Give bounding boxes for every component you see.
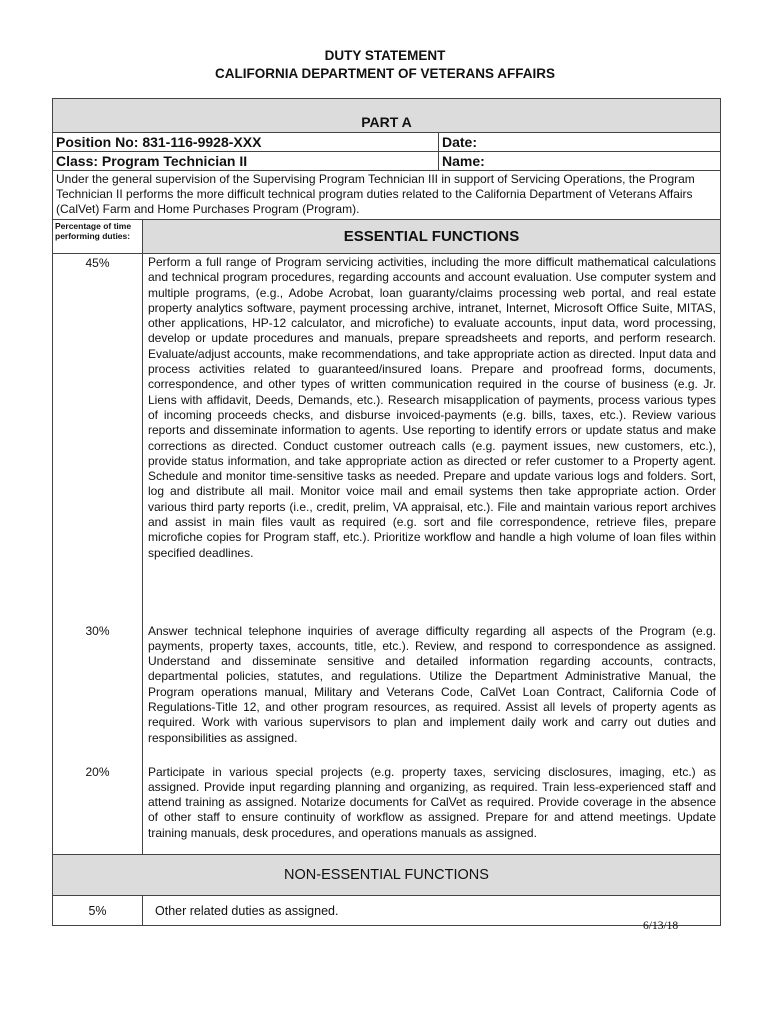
essential-functions-heading: ESSENTIAL FUNCTIONS: [143, 220, 721, 254]
duty-description: Answer technical telephone inquiries of average difficulty regarding all aspects of the Program (e.g. payments, property taxes, accounts, title, etc.). Review, and respond to correspondence as assigned. Understand and disseminate sensitive and detailed information regarding accounts, contracts, departmental policies, statutes, and regulations. Utilize the Department Administrative Manual, the Program operations manual, Military and Veterans Code, CalVet Loan Contract, California Code of Regulations-Title 12, and other program resources, as required. Assist all levels of property agents as required. Work with various supervisors to plan and implement daily work and carry out duties and responsibilities as assigned.: [143, 614, 721, 757]
position-intro: Under the general supervision of the Supervising Program Technician III in support of Servicing Operations, the Program Technician II performs the more difficult technical program duties related to the California Department of Veterans Affairs (CalVet) Farm and Home Purchases Program (Program).: [53, 171, 721, 220]
duty-description: Other related duties as assigned.: [143, 896, 721, 926]
duty-percentage: 20%: [53, 757, 143, 855]
duty-percentage: 30%: [53, 614, 143, 757]
footer-date: 6/13/18: [643, 920, 679, 932]
duty-percentage: 5%: [53, 896, 143, 926]
duty-description: Perform a full range of Program servicing activities, including the more difficult mathematical calculations and technical program procedures, regarding accounts and account evaluation. Use computer system and multiple programs, (e.g., Adobe Acrobat, loan guaranty/claims processing web portal, and real estate property analytics software, payment processing archive, intranet, Internet, Microsoft Office Suite, MITAS, other applications, HP-12 calculator, and microfiche) to evaluate accounts, input data, word processing, develop or update procedures and manuals, prepare spreadsheets and reports, and perform research. Evaluate/adjust accounts, make recommendations, and take appropriate action as directed. Input data and process activities related to guaranteed/insured loans. Prepare and proofread forms, documents, correspondence, and other types of written communication required in the course of business (e.g. Jr. Liens with affidavit, Deeds, Demands, etc.). Research misapplication of payments, process various types of incoming proceeds checks, and disburse invoiced-payments (e.g. bills, taxes, etc.). Review various reports and disseminate information to agents. Use reporting to identify errors or update status and make corrections as directed. Conduct customer outreach calls (e.g. payment issues, new customers, etc.), provide status information, and take appropriate action as directed or refer customer to a Property agent. Schedule and monitor time-sensitive tasks as needed. Prepare and update various logs and folders. Sort, log and distribute all mail. Monitor voice mail and email systems then take appropriate action. Order various third party reports (i.e., credit, prelim, VA appraisal, etc.). File and maintain various report archives and assist in main files vault as required (e.g. sort and file correspondence, retrieve files, prepare microfiche copies for Program staff, etc.). Prioritize workflow and handle a high volume of loan files within specified deadlines.: [143, 254, 721, 614]
document-header: [0, 47, 770, 83]
department-name: CALIFORNIA DEPARTMENT OF VETERANS AFFAIRS: [215, 66, 555, 81]
class-title: Class: Program Technician II: [53, 152, 439, 171]
percentage-label: Percentage of time performing duties:: [53, 220, 143, 254]
document-title: DUTY STATEMENT: [324, 48, 446, 63]
position-number: Position No: 831-116-9928-XXX: [53, 133, 439, 152]
non-essential-functions-heading: NON-ESSENTIAL FUNCTIONS: [53, 855, 721, 896]
duty-description: Participate in various special projects (e.g. property taxes, servicing disclosures, imaging, etc.) as assigned. Provide input regarding planning and organizing, as required. Train less-experienced staff and attend training as assigned. Notarize documents for CalVet as required. Provide coverage in the absence of other staff to ensure continuity of workflow as assigned. Prepare for and attend meetings. Update training manuals, desk procedures, and operations manuals as assigned.: [143, 757, 721, 855]
duty-statement-table: [52, 98, 721, 926]
name-label: Name:: [439, 152, 721, 171]
duty-percentage: 45%: [53, 254, 143, 614]
part-a-heading: PART A: [53, 99, 721, 133]
date-label: Date:: [439, 133, 721, 152]
